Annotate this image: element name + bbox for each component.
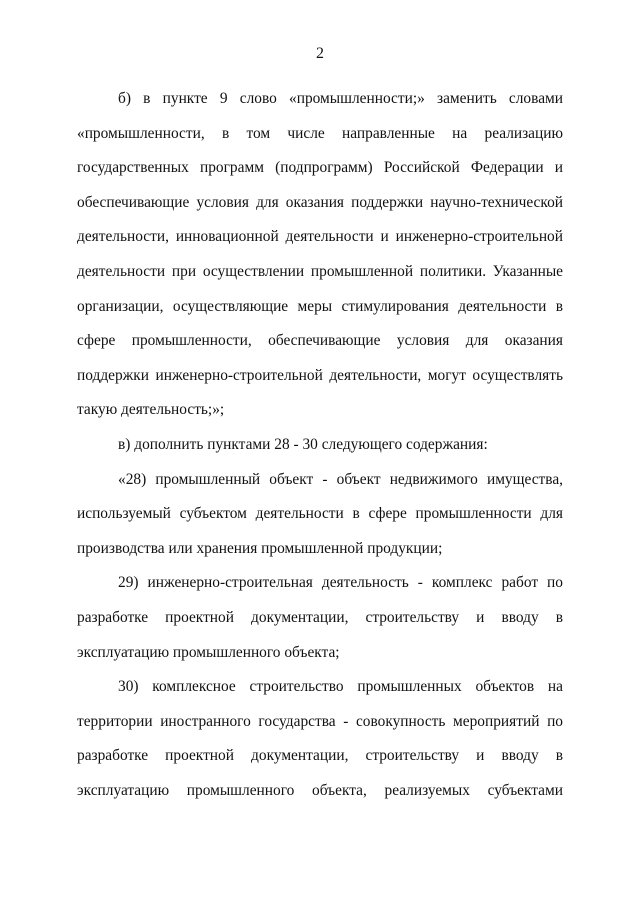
paragraph-v: в) дополнить пунктами 28 - 30 следующего содержания: xyxy=(118,435,488,453)
paragraph-b: б) в пункте 9 слово «промышленности;» заменить словами «промышленности, в том числе направленные на реализацию государственных программ (подпрограмм) Российской Федерации и обеспечивающие условия для оказания поддержки научно-технической деятельности, инновационной деятельности и инженерно-строительной деятельности при осуществлении промышленной политики. Указанные организации, осуществляющие меры стимулирования деятельности в сфере промышленности, обеспечивающие условия для оказания поддержки инженерно-строительной деятельности, могут осуществлять такую деятельность;»; xyxy=(77,90,563,419)
page-number: 2 xyxy=(316,45,324,62)
paragraph-item-29: 29) инженерно-строительная деятельность - комплекс работ по разработке проектной документации, строительству и вводу в эксплуатацию промышленного объекта; xyxy=(77,574,563,661)
paragraph-item-28: «28) промышленный объект - объект недвижимого имущества, используемый субъектом деятельности в сфере промышленности для производства или хранения промышленной продукции; xyxy=(77,470,563,557)
document-body xyxy=(77,82,563,808)
paragraph-item-30: 30) комплексное строительство промышленных объектов на территории иностранного государства - совокупность мероприятий по разработке проектной документации, строительству и вводу в эксплуатацию промышленного объекта, реализуемых субъектами xyxy=(77,678,563,799)
